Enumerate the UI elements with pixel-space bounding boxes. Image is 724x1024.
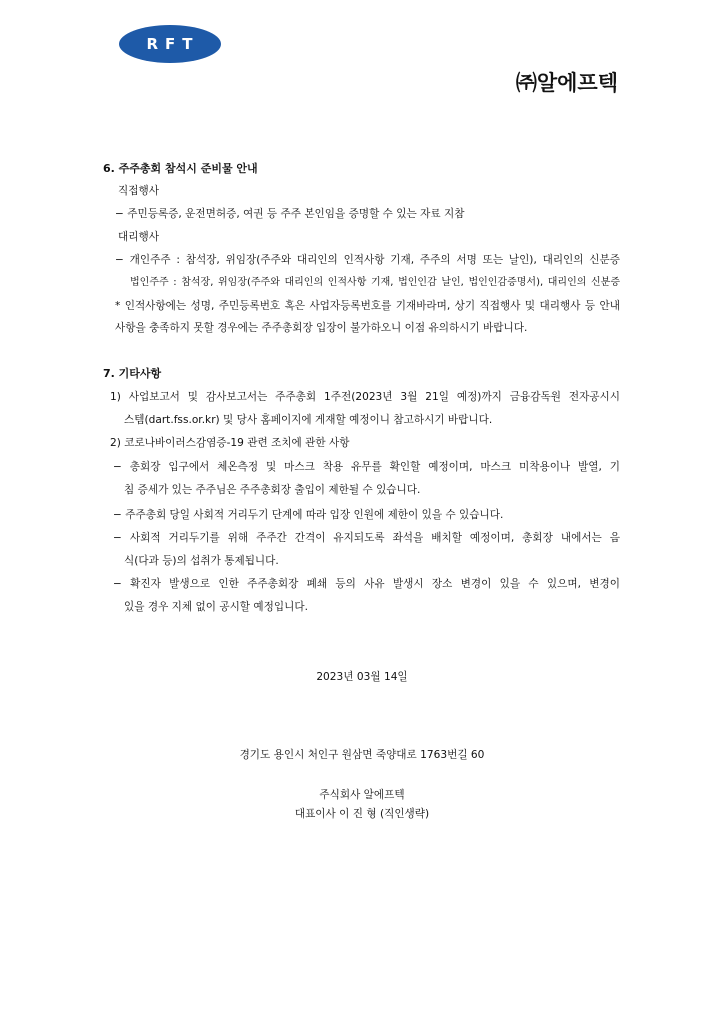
section6-title: 6. 주주총회 참석시 준비물 안내 <box>103 162 258 175</box>
bullet3-line-2: 식(다과 등)의 섭취가 통제됩니다. <box>124 555 279 567</box>
bullet2: − 주주총회 당일 사회적 거리두기 단계에 따라 입장 인원에 제한이 있을 수 있습니다. <box>113 509 504 521</box>
ceo-signature: 대표이사 이 진 형 (직인생략) <box>294 808 430 820</box>
proxy-individual: − 개인주주 : 참석장, 위임장(주주와 대리인의 인적사항 기재, 주주의 서명 또는 날인), 대리인의 신분증 <box>115 254 620 266</box>
company-legal-name: 주식회사 알에프텍 <box>319 789 405 801</box>
direct-label: 직접행사 <box>118 185 159 197</box>
bullet1-line-2: 침 증세가 있는 주주님은 주주총회장 출입이 제한될 수 있습니다. <box>124 484 421 496</box>
company-address: 경기도 용인시 처인구 원삼면 죽양대로 1763번길 60 <box>239 749 485 761</box>
section7-title: 7. 기타사항 <box>103 367 162 380</box>
bullet4-line-1: − 확진자 발생으로 인한 주주총회장 폐쇄 등의 사유 발생시 장소 변경이 있을 수 있으며, 변경이 <box>113 578 620 590</box>
company-name: ㈜알에프텍 <box>515 71 618 95</box>
note-line-2: 사항을 충족하지 못할 경우에는 주주총회장 입장이 불가하오니 이점 유의하시기 바랍니다. <box>115 322 528 334</box>
bullet3-line-1: − 사회적 거리두기를 위해 주주간 간격이 유지되도록 좌석을 배치할 예정이며, 총회장 내에서는 음 <box>113 532 620 544</box>
bullet4-line-2: 있을 경우 지체 없이 공시할 예정입니다. <box>124 601 308 613</box>
item2-title: 2) 코로나바이러스감염증-19 관련 조치에 관한 사항 <box>110 437 350 449</box>
item1-line-1: 1) 사업보고서 및 감사보고서는 주주총회 1주전(2023년 3월 21일 예정)까지 금융감독원 전자공시시 <box>110 391 620 403</box>
bullet1-line-1: − 총회장 입구에서 체온측정 및 마스크 착용 유무를 확인할 예정이며, 마스크 미착용이나 발열, 기 <box>113 461 620 473</box>
notice-date: 2023년 03월 14일 <box>316 671 408 683</box>
direct-item: − 주민등록증, 운전면허증, 여권 등 주주 본인임을 증명할 수 있는 자료 지참 <box>115 208 465 220</box>
note-line-1: * 인적사항에는 성명, 주민등록번호 혹은 사업자등록번호를 기재바라며, 상기 직접행사 및 대리행사 등 안내 <box>115 300 620 312</box>
company-logo <box>119 25 221 63</box>
proxy-label: 대리행사 <box>118 231 159 243</box>
item1-line-2: 스템(dart.fss.or.kr) 및 당사 홈페이지에 게재할 예정이니 참고하시기 바랍니다. <box>124 414 493 426</box>
proxy-corporate: 법인주주 : 참석장, 위임장(주주와 대리인의 인적사항 기재, 법인인감 날인, 법인인감증명서), 대리인의 신분증 <box>130 277 620 288</box>
logo-text: RFT <box>146 35 200 53</box>
